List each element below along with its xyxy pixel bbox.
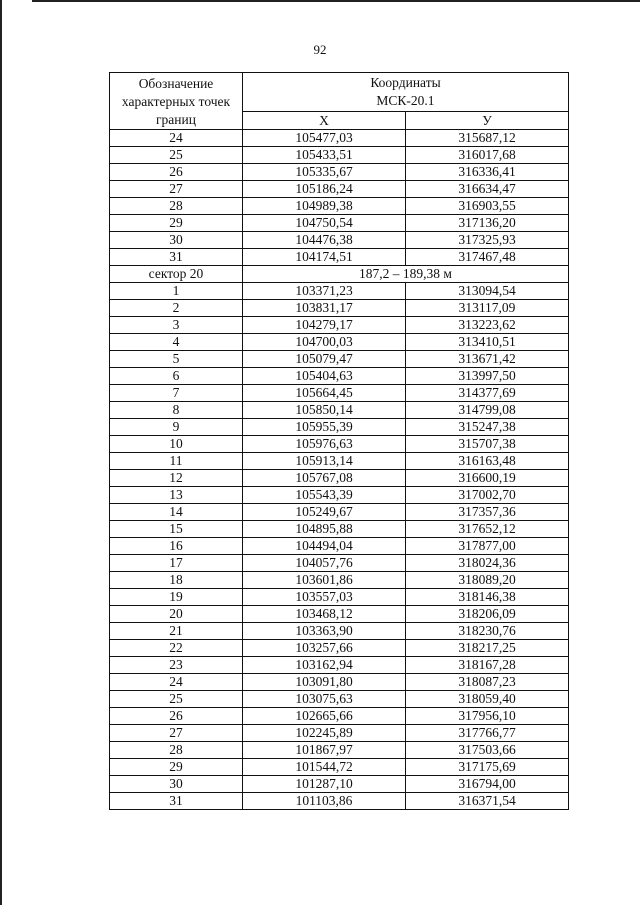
table-row [110, 674, 569, 691]
table-row [110, 470, 569, 487]
x-cell: 105976,63 [243, 436, 406, 453]
point-cell: 19 [110, 589, 243, 606]
header-coords-line2: МСК-20.1 [376, 93, 435, 109]
x-column-header: X [243, 112, 406, 130]
table-row [110, 368, 569, 385]
y-cell: 317652,12 [406, 521, 569, 538]
table-row [110, 283, 569, 300]
y-cell: 316794,00 [406, 776, 569, 793]
x-cell: 105850,14 [243, 402, 406, 419]
y-cell: 316163,48 [406, 453, 569, 470]
y-cell: 318089,20 [406, 572, 569, 589]
table-row [110, 708, 569, 725]
y-cell: 317175,69 [406, 759, 569, 776]
x-cell: 105079,47 [243, 351, 406, 368]
point-cell: 29 [110, 215, 243, 232]
table-row [110, 436, 569, 453]
y-cell: 317956,10 [406, 708, 569, 725]
y-cell: 318059,40 [406, 691, 569, 708]
point-cell: 4 [110, 334, 243, 351]
point-cell: 1 [110, 283, 243, 300]
table-row [110, 555, 569, 572]
table-row [110, 164, 569, 181]
point-designation-header [110, 73, 243, 130]
y-cell: 316600,19 [406, 470, 569, 487]
point-cell: 11 [110, 453, 243, 470]
table-row [110, 419, 569, 436]
table-row [110, 385, 569, 402]
header-label-line1: Обозначение [138, 76, 214, 91]
y-cell: 316336,41 [406, 164, 569, 181]
point-cell: 2 [110, 300, 243, 317]
x-cell: 101867,97 [243, 742, 406, 759]
y-cell: 318024,36 [406, 555, 569, 572]
x-cell: 104895,88 [243, 521, 406, 538]
table-row [110, 538, 569, 555]
point-cell: 24 [110, 130, 243, 147]
scan-left-border [0, 0, 2, 905]
x-cell: 104989,38 [243, 198, 406, 215]
table-row [110, 181, 569, 198]
table-row [110, 725, 569, 742]
y-cell: 313094,54 [406, 283, 569, 300]
table-row [110, 215, 569, 232]
y-cell: 317766,77 [406, 725, 569, 742]
x-cell: 103162,94 [243, 657, 406, 674]
point-cell: 21 [110, 623, 243, 640]
table-row [110, 334, 569, 351]
y-cell: 318230,76 [406, 623, 569, 640]
x-cell: 103601,86 [243, 572, 406, 589]
point-cell: 5 [110, 351, 243, 368]
x-cell: 104700,03 [243, 334, 406, 351]
x-cell: 105335,67 [243, 164, 406, 181]
scan-top-border [32, 0, 640, 2]
x-cell: 102665,66 [243, 708, 406, 725]
x-cell: 105249,67 [243, 504, 406, 521]
table-row [110, 793, 569, 810]
point-cell: 26 [110, 164, 243, 181]
point-cell: 8 [110, 402, 243, 419]
y-cell: 313410,51 [406, 334, 569, 351]
y-cell: 318146,38 [406, 589, 569, 606]
y-cell: 314377,69 [406, 385, 569, 402]
header-label-line3: границ [156, 112, 196, 127]
point-cell: 22 [110, 640, 243, 657]
x-cell: 103468,12 [243, 606, 406, 623]
point-cell: 15 [110, 521, 243, 538]
point-cell: 7 [110, 385, 243, 402]
table-row [110, 402, 569, 419]
point-cell: 31 [110, 249, 243, 266]
point-cell: 25 [110, 691, 243, 708]
y-cell: 317002,70 [406, 487, 569, 504]
y-cell: 316903,55 [406, 198, 569, 215]
table-row [110, 317, 569, 334]
y-cell: 318167,28 [406, 657, 569, 674]
table-row [110, 453, 569, 470]
table-header-row [110, 73, 569, 112]
y-cell: 317357,36 [406, 504, 569, 521]
y-cell: 316634,47 [406, 181, 569, 198]
y-cell: 316017,68 [406, 147, 569, 164]
table-row [110, 147, 569, 164]
x-cell: 103091,80 [243, 674, 406, 691]
point-cell: 6 [110, 368, 243, 385]
point-cell: 10 [110, 436, 243, 453]
point-cell: 24 [110, 674, 243, 691]
x-cell: 105477,03 [243, 130, 406, 147]
point-cell: 28 [110, 742, 243, 759]
table-row [110, 232, 569, 249]
x-cell: 101544,72 [243, 759, 406, 776]
point-cell: 20 [110, 606, 243, 623]
point-cell: 31 [110, 793, 243, 810]
sector-label: сектор 20 [110, 266, 243, 283]
y-cell: 317325,93 [406, 232, 569, 249]
point-cell: 14 [110, 504, 243, 521]
y-cell: 313671,42 [406, 351, 569, 368]
coordinates-header [243, 73, 569, 112]
table-row [110, 521, 569, 538]
point-cell: 29 [110, 759, 243, 776]
point-cell: 26 [110, 708, 243, 725]
table-row [110, 504, 569, 521]
table-row [110, 759, 569, 776]
y-cell: 317877,00 [406, 538, 569, 555]
y-cell: 317467,48 [406, 249, 569, 266]
point-cell: 30 [110, 232, 243, 249]
sector-range: 187,2 – 189,38 м [243, 266, 569, 283]
table-row [110, 657, 569, 674]
x-cell: 103257,66 [243, 640, 406, 657]
point-cell: 28 [110, 198, 243, 215]
table-row [110, 249, 569, 266]
y-cell: 317136,20 [406, 215, 569, 232]
x-cell: 104494,04 [243, 538, 406, 555]
x-cell: 105664,45 [243, 385, 406, 402]
y-cell: 313117,09 [406, 300, 569, 317]
x-cell: 101103,86 [243, 793, 406, 810]
y-cell: 318206,09 [406, 606, 569, 623]
table-row [110, 130, 569, 147]
point-cell: 9 [110, 419, 243, 436]
x-cell: 104057,76 [243, 555, 406, 572]
x-cell: 103831,17 [243, 300, 406, 317]
point-cell: 23 [110, 657, 243, 674]
table-row [110, 606, 569, 623]
x-cell: 105913,14 [243, 453, 406, 470]
x-cell: 104279,17 [243, 317, 406, 334]
table-row [110, 572, 569, 589]
x-cell: 104476,38 [243, 232, 406, 249]
table-row [110, 300, 569, 317]
table-row [110, 351, 569, 368]
point-cell: 3 [110, 317, 243, 334]
y-cell: 315687,12 [406, 130, 569, 147]
table-row [110, 487, 569, 504]
x-cell: 105433,51 [243, 147, 406, 164]
y-cell: 313223,62 [406, 317, 569, 334]
x-cell: 101287,10 [243, 776, 406, 793]
point-cell: 13 [110, 487, 243, 504]
x-cell: 105955,39 [243, 419, 406, 436]
x-cell: 103557,03 [243, 589, 406, 606]
y-cell: 318087,23 [406, 674, 569, 691]
coordinates-table [109, 72, 569, 810]
point-cell: 12 [110, 470, 243, 487]
table-row [110, 691, 569, 708]
point-cell: 27 [110, 725, 243, 742]
table-row [110, 776, 569, 793]
sector-row [110, 266, 569, 283]
x-cell: 104750,54 [243, 215, 406, 232]
y-cell: 316371,54 [406, 793, 569, 810]
page-number: 92 [313, 42, 327, 57]
point-cell: 25 [110, 147, 243, 164]
point-cell: 27 [110, 181, 243, 198]
header-coords-line1: Координаты [370, 75, 441, 91]
y-cell: 315707,38 [406, 436, 569, 453]
x-cell: 104174,51 [243, 249, 406, 266]
x-cell: 105186,24 [243, 181, 406, 198]
table-row [110, 589, 569, 606]
y-cell: 313997,50 [406, 368, 569, 385]
y-cell: 314799,08 [406, 402, 569, 419]
point-cell: 30 [110, 776, 243, 793]
y-column-header: У [406, 112, 569, 130]
x-cell: 103363,90 [243, 623, 406, 640]
y-cell: 318217,25 [406, 640, 569, 657]
x-cell: 102245,89 [243, 725, 406, 742]
x-cell: 105543,39 [243, 487, 406, 504]
header-label-line2: характерных точек [121, 94, 231, 109]
x-cell: 103075,63 [243, 691, 406, 708]
table-row [110, 742, 569, 759]
point-cell: 18 [110, 572, 243, 589]
table-row [110, 198, 569, 215]
point-cell: 16 [110, 538, 243, 555]
table-row [110, 623, 569, 640]
y-cell: 315247,38 [406, 419, 569, 436]
table-row [110, 640, 569, 657]
y-cell: 317503,66 [406, 742, 569, 759]
point-cell: 17 [110, 555, 243, 572]
x-cell: 105767,08 [243, 470, 406, 487]
x-cell: 105404,63 [243, 368, 406, 385]
table-body [110, 130, 569, 810]
x-cell: 103371,23 [243, 283, 406, 300]
